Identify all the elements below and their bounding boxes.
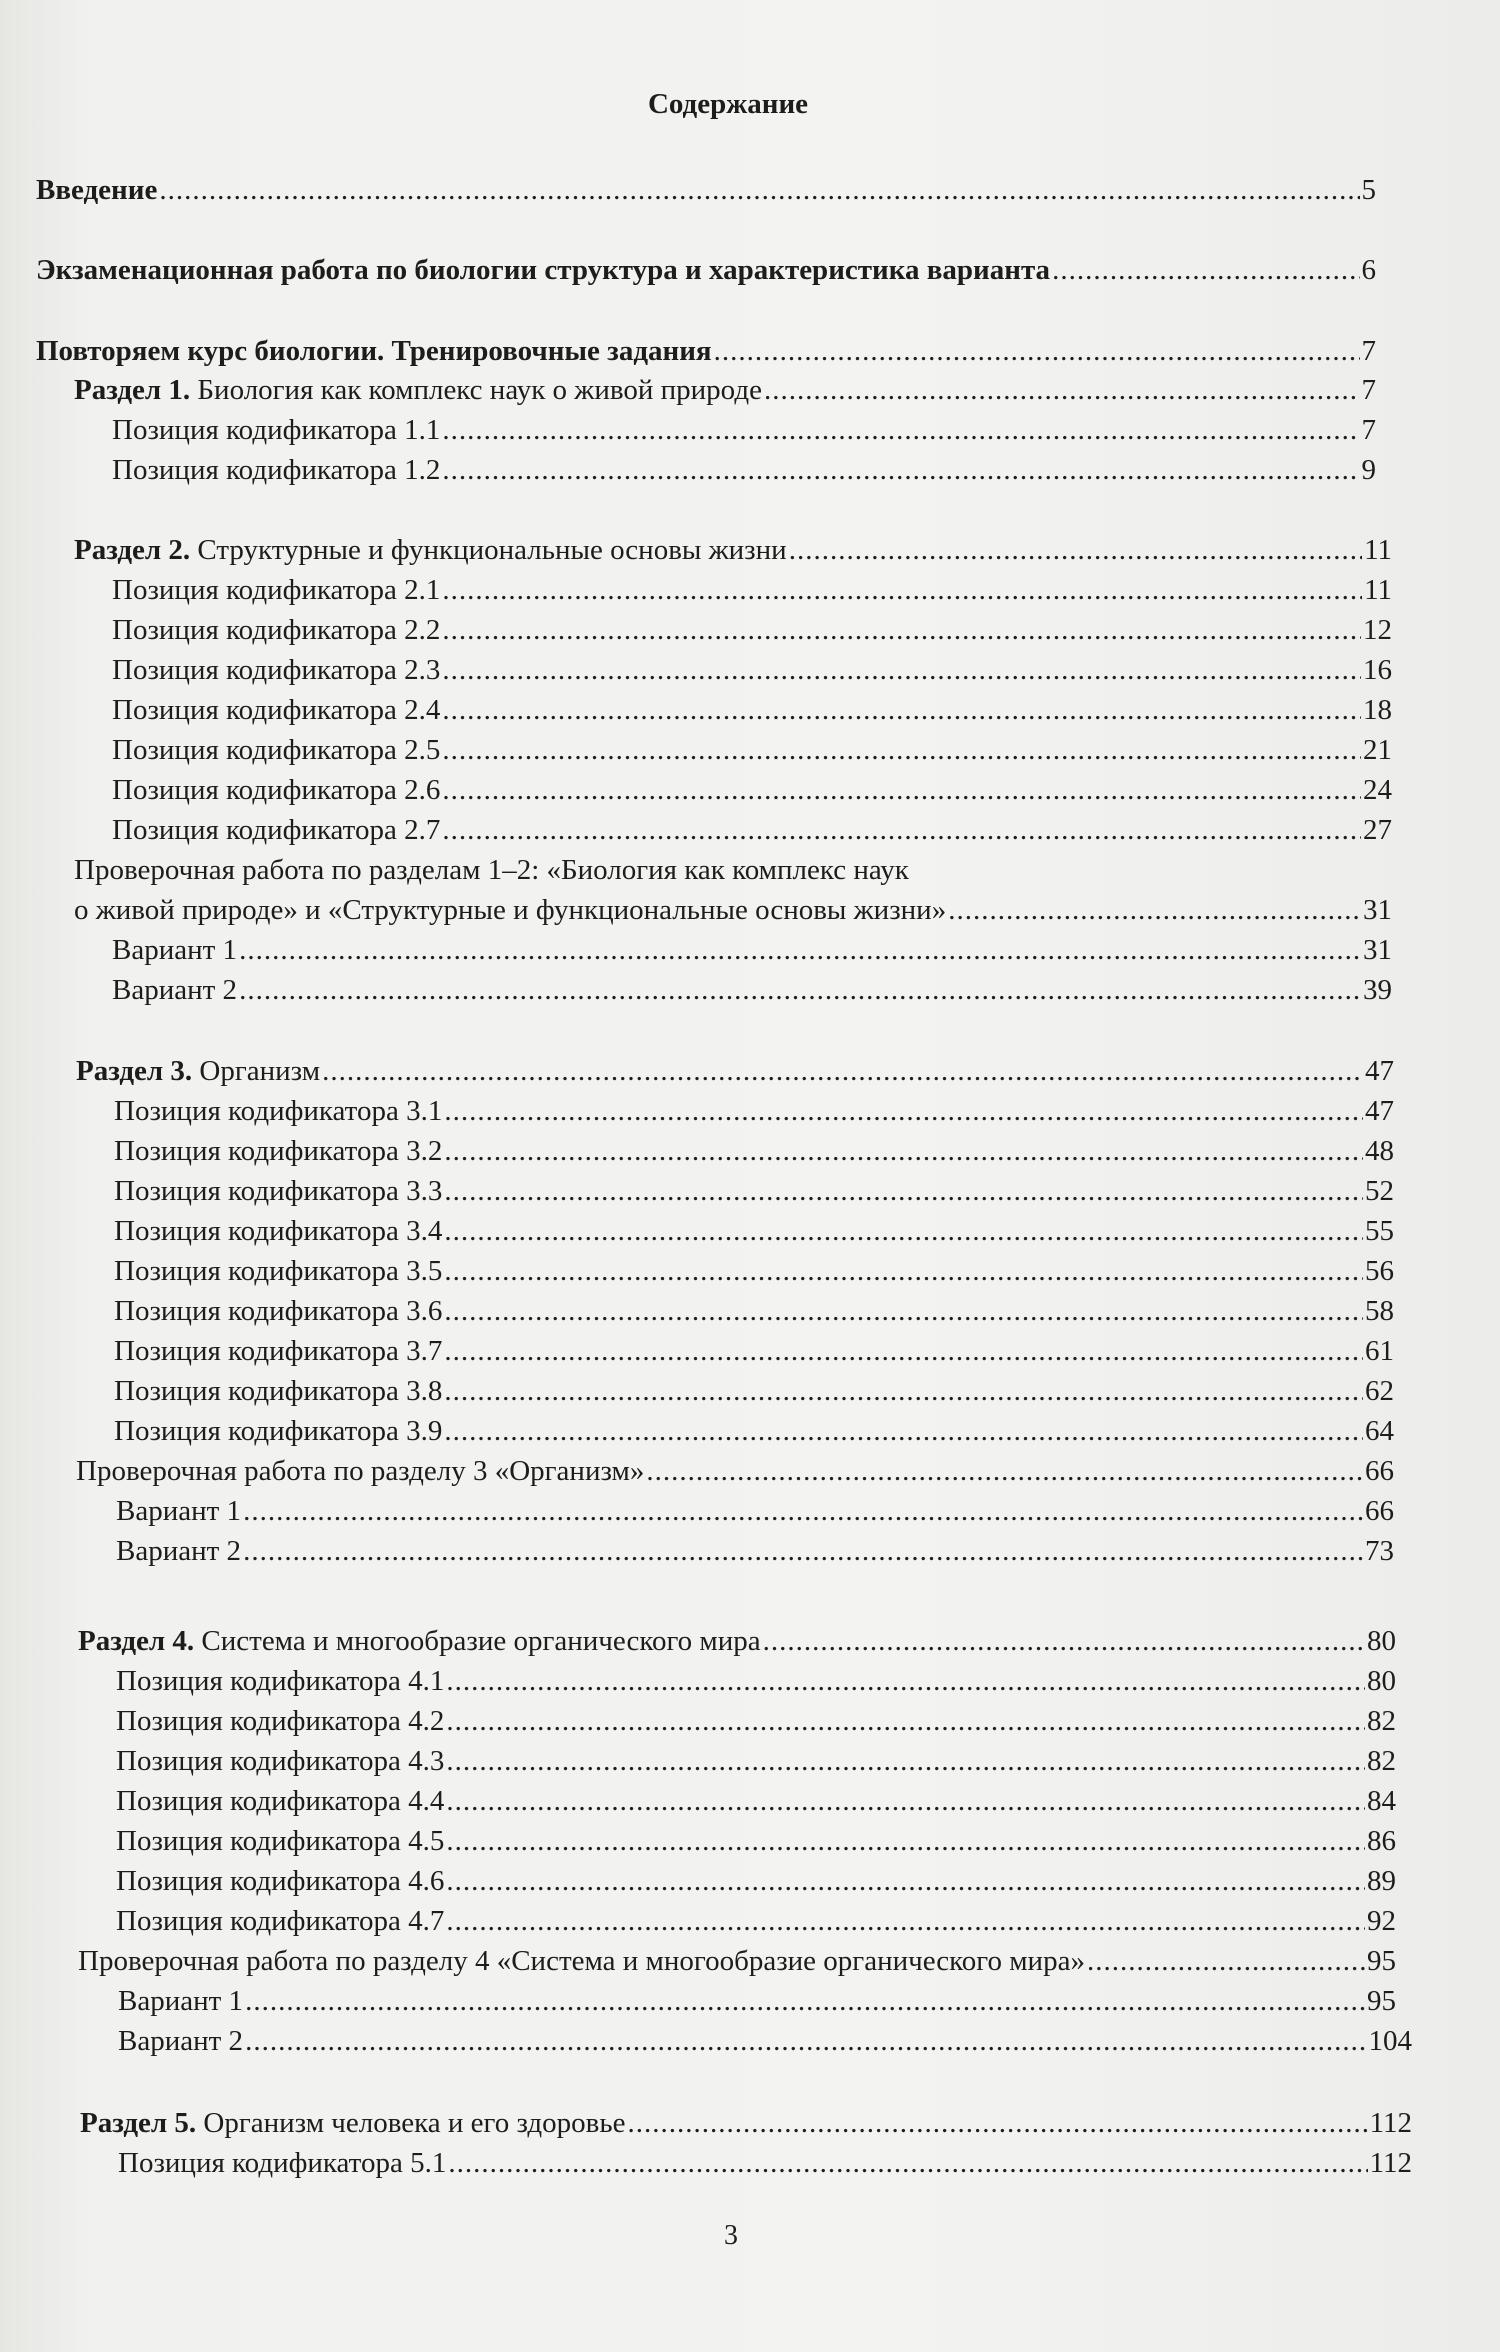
toc-entry-review-course[interactable]: Повторяем курс биологии. Тренировочные задания ..... 7 [36, 333, 1376, 369]
toc-entry-section-5[interactable]: Раздел 5. Организм человека и его здоровье ..... 112 [80, 2105, 1412, 2141]
toc-entry-position-4-7[interactable]: Позиция кодификатора 4.7 ..... 92 [116, 1903, 1396, 1939]
toc-entry-section-2[interactable]: Раздел 2. Структурные и функциональные основы жизни ..... 11 [74, 532, 1392, 568]
toc-entry-test-4-variant-2[interactable]: Вариант 2 ..... 104 [118, 2023, 1412, 2059]
toc-entry-position-4-2[interactable]: Позиция кодификатора 4.2 ..... 82 [116, 1703, 1396, 1739]
toc-entry-section-3[interactable]: Раздел 3. Организм ..... 47 [76, 1053, 1394, 1089]
toc-entry-position-2-7[interactable]: Позиция кодификатора 2.7 ..... 27 [112, 812, 1392, 848]
section-number: Раздел 2. [74, 534, 191, 566]
page-title: Содержание [647, 88, 809, 120]
toc-entry-position-4-5[interactable]: Позиция кодификатора 4.5 ..... 86 [116, 1823, 1396, 1859]
toc-entry-test-3[interactable]: Проверочная работа по разделу 3 «Организм» ..... 66 [76, 1453, 1394, 1489]
toc-entry-test-4-variant-1[interactable]: Вариант 1 ..... 95 [118, 1983, 1396, 2019]
toc-entry-position-1-1[interactable]: Позиция кодификатора 1.1 ..... 7 [112, 412, 1376, 448]
toc-entry-position-2-4[interactable]: Позиция кодификатора 2.4 ..... 18 [112, 692, 1392, 728]
toc-entry-test-1-2-line1: Проверочная работа по разделам 1–2: «Биология как комплекс наук [74, 854, 909, 886]
toc-entry-position-4-6[interactable]: Позиция кодификатора 4.6 ..... 89 [116, 1863, 1396, 1899]
section-number: Раздел 1. [74, 374, 191, 406]
toc-entry-position-2-2[interactable]: Позиция кодификатора 2.2 ..... 12 [112, 612, 1392, 648]
toc-entry-section-4[interactable]: Раздел 4. Система и многообразие органического мира ..... 80 [78, 1623, 1396, 1659]
toc-entry-position-3-5[interactable]: Позиция кодификатора 3.5 ..... 56 [114, 1253, 1394, 1289]
toc-entry-position-3-1[interactable]: Позиция кодификатора 3.1 ..... 47 [114, 1093, 1394, 1129]
toc-entry-position-2-6[interactable]: Позиция кодификатора 2.6 ..... 24 [112, 772, 1392, 808]
toc-entry-introduction[interactable]: Введение ..... 5 [36, 172, 1376, 208]
toc-entry-position-3-2[interactable]: Позиция кодификатора 3.2 ..... 48 [114, 1133, 1394, 1169]
section-number: Раздел 4. [78, 1625, 195, 1657]
toc-entry-test-1-2-variant-2[interactable]: Вариант 2 ..... 39 [112, 972, 1392, 1008]
toc-entry-test-3-variant-1[interactable]: Вариант 1 ..... 66 [116, 1493, 1394, 1529]
toc-entry-position-2-1[interactable]: Позиция кодификатора 2.1 ..... 11 [112, 572, 1392, 608]
toc-entry-position-4-3[interactable]: Позиция кодификатора 4.3 ..... 82 [116, 1743, 1396, 1779]
toc-entry-position-1-2[interactable]: Позиция кодификатора 1.2 ..... 9 [112, 452, 1376, 488]
toc-entry-position-2-3[interactable]: Позиция кодификатора 2.3 ..... 16 [112, 652, 1392, 688]
toc-entry-position-2-5[interactable]: Позиция кодификатора 2.5 ..... 21 [112, 732, 1392, 768]
toc-entry-exam-structure[interactable]: Экзаменационная работа по биологии структура и характеристика варианта ..... 6 [36, 252, 1376, 288]
toc-entry-position-4-1[interactable]: Позиция кодификатора 4.1 ..... 80 [116, 1663, 1396, 1699]
toc-entry-position-3-9[interactable]: Позиция кодификатора 3.9 ..... 64 [114, 1413, 1394, 1449]
page-number: 3 [724, 2220, 738, 2251]
toc-entry-test-1-2-variant-1[interactable]: Вариант 1 ..... 31 [112, 932, 1392, 968]
section-number: Раздел 5. [80, 2107, 197, 2139]
section-number: Раздел 3. [76, 1055, 193, 1087]
toc-entry-position-5-1[interactable]: Позиция кодификатора 5.1 ..... 112 [118, 2145, 1412, 2181]
toc-entry-position-4-4[interactable]: Позиция кодификатора 4.4 ..... 84 [116, 1783, 1396, 1819]
toc-entry-test-1-2[interactable]: о живой природе» и «Структурные и функциональные основы жизни» ..... 31 [74, 892, 1392, 928]
toc-entry-position-3-8[interactable]: Позиция кодификатора 3.8 ..... 62 [114, 1373, 1394, 1409]
toc-entry-section-1[interactable]: Раздел 1. Биология как комплекс наук о живой природе ..... 7 [74, 372, 1376, 408]
toc-entry-position-3-4[interactable]: Позиция кодификатора 3.4 ..... 55 [114, 1213, 1394, 1249]
toc-entry-test-4[interactable]: Проверочная работа по разделу 4 «Система и многообразие органического мира» ..... 95 [78, 1943, 1396, 1979]
toc-entry-test-3-variant-2[interactable]: Вариант 2 ..... 73 [116, 1533, 1394, 1569]
toc-entry-position-3-3[interactable]: Позиция кодификатора 3.3 ..... 52 [114, 1173, 1394, 1209]
toc-entry-position-3-7[interactable]: Позиция кодификатора 3.7 ..... 61 [114, 1333, 1394, 1369]
toc-entry-position-3-6[interactable]: Позиция кодификатора 3.6 ..... 58 [114, 1293, 1394, 1329]
